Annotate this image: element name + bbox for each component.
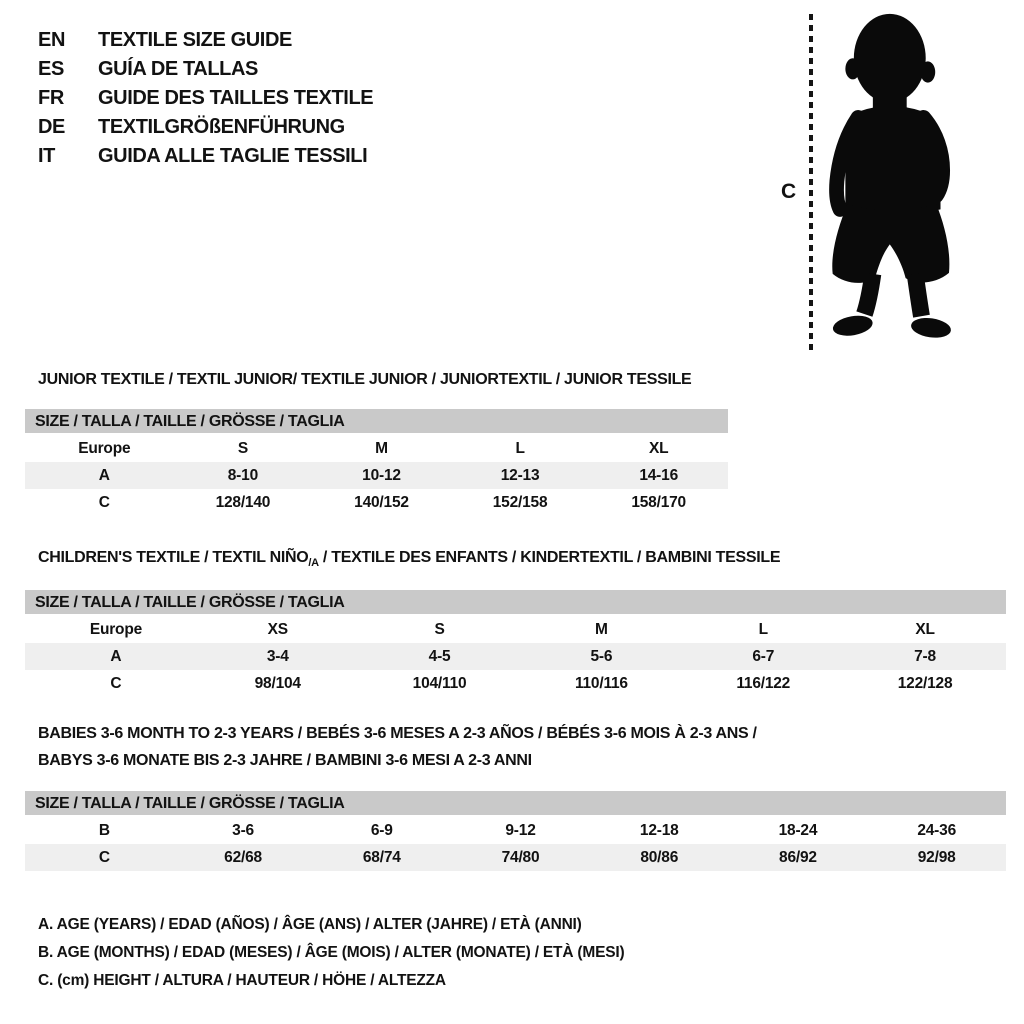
size-cell: L [515, 439, 525, 457]
size-header-band: SIZE / TALLA / TAILLE / GRÖSSE / TAGLIA [25, 409, 728, 433]
height-cell: 104/110 [412, 674, 467, 692]
children-title-subscript: /A [308, 557, 319, 570]
babies-title-line2: BABYS 3-6 MONATE BIS 2-3 JAHRE / BAMBINI 3-6 MESI A 2-3 ANNI [38, 752, 532, 769]
height-cell: 86/92 [779, 848, 817, 866]
size-cell: XL [648, 439, 669, 457]
size-header-band: SIZE / TALLA / TAILLE / GRÖSSE / TAGLIA [25, 791, 1006, 815]
height-cell: 80/86 [640, 848, 679, 866]
table-row-height [25, 670, 1006, 697]
age-cell: 7-8 [914, 647, 936, 665]
table-row-europe [25, 435, 728, 462]
age-cell: 12-18 [639, 821, 679, 839]
table-row-height [25, 844, 1006, 871]
age-cell: 5-6 [590, 647, 613, 665]
age-cell: 3-4 [266, 647, 289, 665]
language-code: EN [38, 29, 65, 51]
row-label: Europe [89, 620, 143, 638]
language-label: GUIDA ALLE TAGLIE TESSILI [98, 145, 368, 167]
language-row-it [38, 142, 373, 171]
row-label: C [98, 493, 110, 511]
size-cell: M [595, 620, 608, 638]
age-cell: 6-7 [752, 647, 775, 665]
height-measure-label: C [781, 180, 797, 203]
language-row-de [38, 113, 373, 142]
size-cell: XL [915, 620, 935, 638]
size-cell: M [375, 439, 388, 457]
note-age-years: A. AGE (YEARS) / EDAD (AÑOS) / ÂGE (ANS) / ALTER (JAHRE) / ETÀ (ANNI) [38, 916, 582, 933]
table-row-europe [25, 616, 1006, 643]
height-cell: 122/128 [897, 674, 953, 692]
age-cell: 14-16 [639, 466, 678, 484]
height-cell: 158/170 [631, 493, 686, 511]
height-cell: 92/98 [917, 848, 956, 866]
junior-section-title: JUNIOR TEXTILE / TEXTIL JUNIOR/ TEXTILE JUNIOR / JUNIORTEXTIL / JUNIOR TESSILE [38, 371, 692, 388]
age-cell: 6-9 [370, 821, 393, 839]
age-cell: 9-12 [505, 821, 536, 839]
age-cell: 4-5 [428, 647, 451, 665]
language-code: FR [38, 87, 64, 109]
size-cell: XS [267, 620, 288, 638]
height-cell: 74/80 [501, 848, 540, 866]
height-cell: 152/158 [492, 493, 548, 511]
language-label: GUÍA DE TALLAS [98, 58, 258, 80]
row-label: A [110, 647, 122, 665]
junior-size-table [25, 409, 728, 516]
age-cell: 24-36 [917, 821, 956, 839]
toddler-silhouette-icon [820, 12, 968, 359]
language-label: TEXTILE SIZE GUIDE [98, 29, 292, 51]
row-label: B [98, 821, 110, 839]
note-age-months: B. AGE (MONTHS) / EDAD (MESES) / ÂGE (MOIS) / ALTER (MONATE) / ETÀ (MESI) [38, 944, 625, 961]
row-label: C [110, 674, 122, 692]
height-cell: 110/116 [574, 674, 628, 692]
language-row-es [38, 55, 373, 84]
table-row-age [25, 462, 728, 489]
height-cell: 62/68 [224, 848, 262, 866]
age-cell: 12-13 [500, 466, 540, 484]
height-cell: 98/104 [254, 674, 301, 692]
age-cell: 10-12 [362, 466, 401, 484]
language-label: TEXTILGRÖßENFÜHRUNG [98, 116, 345, 138]
size-cell: L [758, 620, 768, 638]
language-row-fr [38, 84, 373, 113]
height-cell: 128/140 [215, 493, 271, 511]
language-title-list [38, 26, 373, 171]
row-label: Europe [78, 439, 131, 457]
language-code: ES [38, 58, 64, 80]
language-code: IT [38, 145, 55, 167]
height-measure-dotted-line [809, 14, 813, 354]
age-cell: 3-6 [232, 821, 254, 839]
age-cell: 18-24 [778, 821, 818, 839]
language-label: GUIDE DES TAILLES TEXTILE [98, 87, 374, 109]
language-row-en [38, 26, 373, 55]
table-row-age-months [25, 817, 1006, 844]
language-code: DE [38, 116, 65, 138]
size-header-band: SIZE / TALLA / TAILLE / GRÖSSE / TAGLIA [25, 590, 1006, 614]
babies-size-table [25, 791, 1006, 871]
children-title-main: CHILDREN'S TEXTILE / TEXTIL NIÑO [38, 549, 309, 566]
babies-title-line1: BABIES 3-6 MONTH TO 2-3 YEARS / BEBÉS 3-6 MESES A 2-3 AÑOS / BÉBÉS 3-6 MOIS À 2-3 ANS / [38, 725, 757, 742]
legend-notes [38, 911, 624, 995]
age-cell: 8-10 [227, 466, 258, 484]
height-cell: 68/74 [362, 848, 401, 866]
size-cell: S [237, 439, 248, 457]
note-height-cm: C. (cm) HEIGHT / ALTURA / HAUTEUR / HÖHE / ALTEZZA [38, 972, 446, 989]
children-title-rest: / TEXTILE DES ENFANTS / KINDERTEXTIL / BAMBINI TESSILE [318, 549, 781, 566]
height-cell: 116/122 [736, 674, 791, 692]
row-label: A [98, 466, 110, 484]
babies-section-title [38, 720, 757, 774]
children-size-table [25, 590, 1006, 697]
table-row-age [25, 643, 1006, 670]
row-label: C [98, 848, 110, 866]
size-cell: S [434, 620, 445, 638]
table-row-height [25, 489, 728, 516]
height-cell: 140/152 [354, 493, 409, 511]
children-section-title [38, 544, 780, 577]
